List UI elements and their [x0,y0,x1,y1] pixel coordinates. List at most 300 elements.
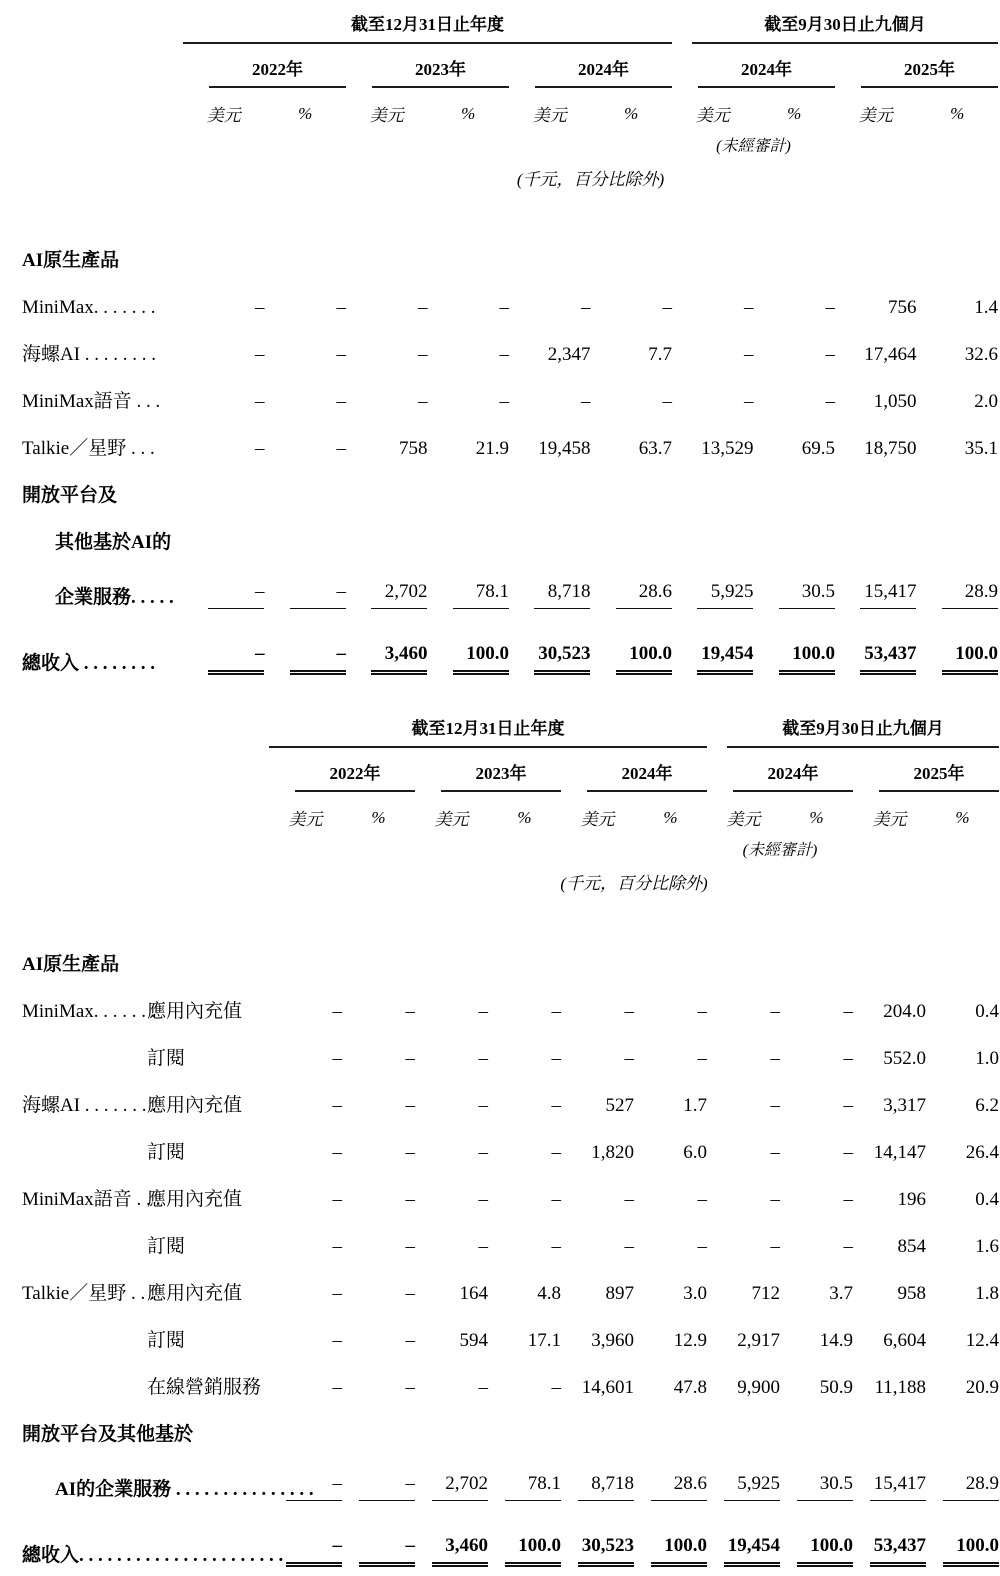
value-cell [264,563,346,618]
cell-value: 13,529 [701,438,754,459]
cell-value: 594 [459,1330,488,1351]
value-cell [853,1173,926,1220]
cell-value: – [843,1189,853,1210]
row-label: AI的企業服務 . . . . . . . . . . . . . . . [55,1479,314,1500]
value-cell [509,328,591,375]
value-cell [342,1510,415,1576]
cell-value: 11,188 [874,1377,926,1398]
cell-value: 30.5 [797,1473,853,1501]
year-label: 2024年 [535,55,672,88]
value-cell [926,1510,999,1576]
value-cell [590,422,672,469]
value-cell [634,1267,707,1314]
usd-header: 美元 [858,106,893,125]
cell-value: – [825,344,835,365]
unit-header-row [22,792,999,830]
row-subtype-label: 訂閱 [147,1048,186,1069]
cell-value: 26.4 [965,1142,999,1163]
value-cell [634,1126,707,1173]
value-cell [853,985,926,1032]
value-cell [488,1032,561,1079]
value-cell [415,1220,488,1267]
cell-value: – [332,1330,342,1351]
value-cell [488,1220,561,1267]
cell-value: 2,702 [432,1473,488,1501]
cell-value: – [332,1142,342,1163]
cell-value: – [336,391,346,412]
value-cell [707,1455,780,1510]
cell-value: 19,458 [538,438,591,459]
value-cell [853,1220,926,1267]
cell-value: – [624,1001,634,1022]
value-cell [342,1079,415,1126]
value-cell [753,375,835,422]
cell-value: – [254,344,265,365]
value-cell [835,563,917,618]
value-cell [780,1510,853,1576]
cell-value: – [499,344,509,365]
value-cell [590,281,672,328]
value-cell [780,1361,853,1408]
data-row [22,1032,999,1079]
cell-value: – [843,1142,853,1163]
value-cell [753,422,835,469]
data-row [22,1173,999,1220]
cell-value: – [405,1048,415,1069]
cell-value: – [662,297,672,318]
cell-value: 3,460 [432,1535,488,1567]
table1-body [22,234,998,684]
value-cell [183,328,265,375]
value-cell [590,618,672,684]
cell-value: – [697,1001,707,1022]
value-cell [916,375,998,422]
value-cell [672,281,754,328]
cell-value: 53,437 [870,1535,926,1567]
row-label: MiniMax. . . . . . . [22,1001,156,1022]
cell-value: – [743,297,754,318]
value-cell [342,1126,415,1173]
value-cell [269,1267,342,1314]
percent-header: % [624,103,639,123]
section-row [22,234,998,281]
value-cell [853,1314,926,1361]
cell-value: 8,718 [534,581,590,609]
unit-header-row [22,88,998,126]
cell-value: 6.2 [975,1095,999,1116]
empty-cell [22,88,183,126]
unaudited-note-row [22,830,999,860]
value-cell [488,1361,561,1408]
value-cell [926,1455,999,1510]
percent-header: % [809,807,824,827]
value-cell [264,618,346,684]
unaudited-note-row [22,126,998,156]
cell-value: 1.6 [975,1236,999,1257]
value-cell [415,1126,488,1173]
period-group-row [22,10,998,44]
value-cell [753,281,835,328]
value-cell [780,1032,853,1079]
year-label: 2023年 [441,759,561,792]
value-cell [427,563,509,618]
cell-value: – [405,1236,415,1257]
value-cell [707,1220,780,1267]
row-subtype-label: 訂閱 [147,1236,186,1257]
cell-value: 69.5 [801,438,835,459]
cell-value: – [359,1535,415,1567]
value-cell [634,985,707,1032]
table1-header [22,10,998,234]
cell-value: 1,820 [591,1142,634,1163]
data-row [22,1126,999,1173]
value-cell [590,328,672,375]
value-cell [509,422,591,469]
value-cell [342,1173,415,1220]
data-row [22,281,998,328]
value-cell [561,1079,634,1126]
value-cell [916,422,998,469]
value-cell [415,985,488,1032]
period-group-title: 截至9月30日止九個月 [727,714,999,748]
cell-value: – [332,1048,342,1069]
percent-header: % [787,103,802,123]
cell-value: 78.1 [453,581,509,609]
value-cell [509,281,591,328]
value-cell [427,281,509,328]
cell-value: – [208,643,264,675]
usd-header: 美元 [726,810,761,829]
cell-value: 12.9 [673,1330,707,1351]
year-header-9m2024 [707,748,853,792]
cell-value: 958 [897,1283,926,1304]
usd-header: 美元 [532,106,567,125]
empty-cell [22,126,672,156]
data-row [22,985,999,1032]
cell-value: – [499,297,509,318]
cell-value: 5,925 [724,1473,780,1501]
cell-value: – [478,1048,488,1069]
year-label: 2025年 [879,759,999,792]
usd-header: 美元 [369,106,404,125]
cell-value: – [624,1236,634,1257]
percent-header: % [298,103,313,123]
cell-value: – [290,643,346,675]
value-cell [264,328,346,375]
row-label [22,1314,147,1361]
year-header-row [22,748,999,792]
cell-value: 6,604 [883,1330,926,1351]
year-label: 2022年 [295,759,415,792]
row-subtype-label: 在線營銷服務 [147,1377,262,1398]
cell-value: 14,147 [873,1142,926,1163]
value-cell [342,1361,415,1408]
value-cell [346,375,428,422]
cell-value: 100.0 [616,643,672,675]
value-cell [264,375,346,422]
value-cell [780,1126,853,1173]
value-cell [561,1126,634,1173]
percent-header: % [955,807,970,827]
value-cell [634,1455,707,1510]
empty-cell [22,792,269,830]
section-label: 開放平台及 [22,485,118,506]
cell-value: – [551,1001,561,1022]
value-cell [835,328,917,375]
row-label [22,1361,147,1408]
value-cell [415,1079,488,1126]
cell-value: 28.6 [651,1473,707,1501]
cell-value: – [499,391,509,412]
cell-value: – [551,1095,561,1116]
value-cell [853,1361,926,1408]
value-cell [634,1079,707,1126]
percent-header: % [517,807,532,827]
cell-value: 552.0 [883,1048,926,1069]
value-cell [183,281,265,328]
cell-value: – [697,1048,707,1069]
value-cell [346,281,428,328]
empty-cell [835,126,998,156]
value-cell [488,1126,561,1173]
table2-header [22,714,999,938]
revenue-by-type-table [22,714,999,1576]
cell-value: 3,317 [883,1095,926,1116]
cell-value: 53,437 [860,643,916,675]
cell-value: 19,454 [724,1535,780,1567]
cell-value: 30.5 [779,581,835,609]
value-cell [926,1032,999,1079]
usd-header: 美元 [872,810,907,829]
section-label: 其他基於AI的 [55,532,172,553]
data-row [22,1361,999,1408]
value-cell [753,328,835,375]
value-cell [916,281,998,328]
cell-value: – [770,1189,780,1210]
empty-cell [22,156,183,190]
cell-value: 5,925 [697,581,753,609]
cell-value: – [417,344,428,365]
value-cell [269,1032,342,1079]
value-cell [780,1267,853,1314]
cell-value: – [405,1142,415,1163]
value-cell [269,1510,342,1576]
unit-note-row [22,860,999,894]
year-label: 2024年 [733,759,853,792]
cell-value: – [770,1095,780,1116]
value-cell [561,1455,634,1510]
cell-value: – [332,1236,342,1257]
cell-value: 30,523 [578,1535,634,1567]
cell-value: – [332,1189,342,1210]
cell-value: 2,702 [371,581,427,609]
value-cell [561,1173,634,1220]
cell-value: 20.9 [965,1377,999,1398]
data-row [22,422,998,469]
empty-cell [853,830,999,860]
cell-value: – [843,1095,853,1116]
value-cell [835,375,917,422]
cell-value: – [478,1142,488,1163]
row-subtype-label: 應用內充值 [147,1001,243,1022]
cell-value: – [254,391,265,412]
row-label: Talkie／星野 . . . [22,1283,155,1304]
value-cell [853,1510,926,1576]
value-cell [561,1267,634,1314]
year-header-2022 [269,748,415,792]
value-cell [415,1361,488,1408]
value-cell [488,1510,561,1576]
section-label: AI原生產品 [22,250,120,271]
cell-value: – [332,1377,342,1398]
cell-value: – [405,1095,415,1116]
section-row [22,516,998,563]
value-cell [707,985,780,1032]
value-cell [561,1361,634,1408]
value-cell [264,281,346,328]
row-label: 企業服務. . . . . [55,587,174,608]
value-cell [853,1267,926,1314]
value-cell [488,1455,561,1510]
cell-value: – [405,1377,415,1398]
value-cell [707,1267,780,1314]
cell-value: – [478,1095,488,1116]
value-cell [561,985,634,1032]
value-cell [590,375,672,422]
value-cell [707,1361,780,1408]
row-subtype-label: 訂閱 [147,1142,186,1163]
cell-value: 17.1 [527,1330,561,1351]
value-cell [926,1173,999,1220]
value-cell [509,563,591,618]
value-cell [916,618,998,684]
cell-value: – [254,438,265,459]
value-cell [264,422,346,469]
value-cell [269,985,342,1032]
cell-value: – [359,1473,415,1501]
section-label: 開放平台及其他基於 [22,1424,194,1445]
row-label [22,1032,147,1079]
value-cell [488,1267,561,1314]
value-cell [926,1314,999,1361]
value-cell [634,1510,707,1576]
cell-value: 15,417 [870,1473,926,1501]
cell-value: 204.0 [883,1001,926,1022]
value-cell [342,1455,415,1510]
value-cell [342,1220,415,1267]
cell-value: 897 [605,1283,634,1304]
cell-value: – [286,1535,342,1567]
cell-value: 35.1 [964,438,998,459]
value-cell [753,563,835,618]
cell-value: 6.0 [683,1142,707,1163]
document-page [0,10,1000,1566]
value-cell [780,1314,853,1361]
cell-value: 2,347 [547,344,591,365]
value-cell [561,1220,634,1267]
value-cell [561,1032,634,1079]
value-cell [780,1220,853,1267]
cell-value: – [286,1473,342,1501]
total-row [22,1510,999,1576]
value-cell [707,1126,780,1173]
value-cell [853,1455,926,1510]
period-group-title: 截至12月31日止年度 [183,10,672,44]
row-label: 總收入. . . . . . . . . . . . . . . . . . . . . . [22,1545,284,1566]
value-cell [780,1173,853,1220]
cell-value: – [825,297,835,318]
value-cell [342,1267,415,1314]
value-cell [183,375,265,422]
cell-value: 28.9 [943,1473,999,1501]
year-label: 2022年 [209,55,346,88]
cell-value: 14,601 [581,1377,634,1398]
value-cell [926,985,999,1032]
usd-header: 美元 [206,106,241,125]
cell-value: – [254,297,265,318]
cell-value: 0.4 [975,1001,999,1022]
cell-value: – [551,1048,561,1069]
value-cell [780,1079,853,1126]
cell-value: 1.7 [683,1095,707,1116]
spacer [22,190,998,234]
year-header-9m2024 [672,44,835,88]
row-subtype-label: 應用內充值 [147,1189,243,1210]
year-header-2023 [415,748,561,792]
cell-value: – [478,1001,488,1022]
value-cell [415,1455,488,1510]
value-cell [707,1032,780,1079]
data-row [22,1455,999,1510]
cell-value: 756 [887,297,917,318]
value-cell [590,563,672,618]
cell-value: – [624,1048,634,1069]
empty-cell [22,44,183,88]
value-cell [269,1220,342,1267]
row-label: Talkie／星野 . . . [22,438,155,459]
row-label [22,1220,147,1267]
cell-value: – [662,391,672,412]
cell-value: – [332,1095,342,1116]
value-cell [346,422,428,469]
cell-value: 18,750 [864,438,917,459]
cell-value: – [551,1189,561,1210]
cell-value: – [697,1189,707,1210]
period-group-year-end [269,714,707,748]
cell-value: 712 [751,1283,780,1304]
value-cell [780,985,853,1032]
cell-value: 9,900 [737,1377,780,1398]
cell-value: 3,460 [371,643,427,675]
cell-value: – [743,391,754,412]
unaudited-note: (未經審計) [742,842,818,859]
cell-value: – [770,1236,780,1257]
usd-header: 美元 [288,810,323,829]
cell-value: – [843,1236,853,1257]
spacer [22,894,999,938]
cell-value: – [551,1377,561,1398]
value-cell [672,375,754,422]
usd-header: 美元 [695,106,730,125]
cell-value: – [580,297,591,318]
data-row [22,1220,999,1267]
cell-value: – [770,1142,780,1163]
cell-value: 3.7 [829,1283,853,1304]
cell-value: 100.0 [943,1535,999,1567]
cell-value: 4.8 [537,1283,561,1304]
year-header-2024 [509,44,672,88]
cell-value: – [580,391,591,412]
